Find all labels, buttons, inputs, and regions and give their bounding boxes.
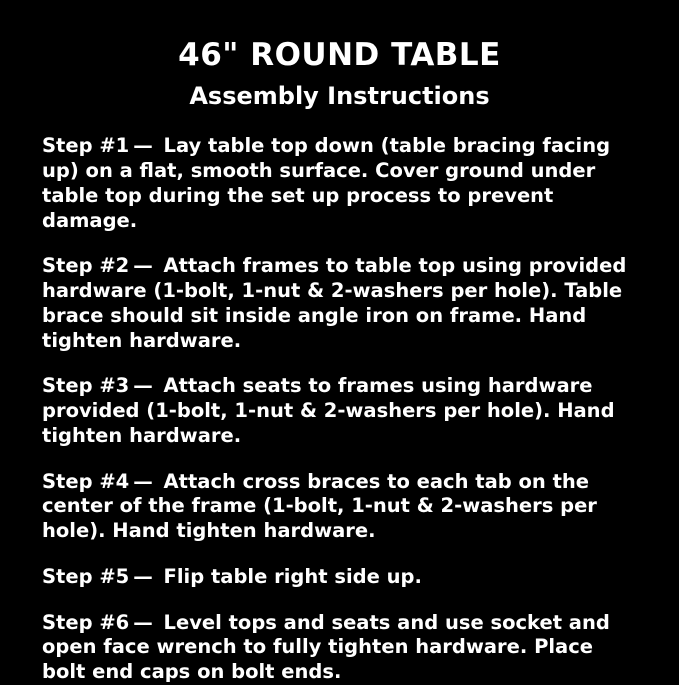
- step-text: Flip table right side up.: [163, 564, 422, 588]
- step-text: Lay table top down (table bracing facing up) on a flat, smooth surface. Cover ground under table top during the set up process to prevent damage.: [42, 134, 611, 232]
- step-label: Step #5: [42, 564, 130, 588]
- step-text: Attach seats to frames using hardware provided (1-bolt, 1-nut & 2-washers per hole). Hand tighten hardware.: [42, 374, 615, 447]
- step-label: Step #3: [42, 374, 130, 398]
- list-item: [42, 254, 637, 353]
- page-title: 46" ROUND TABLE: [178, 37, 501, 73]
- step-dash: —: [133, 254, 153, 278]
- steps-list: [42, 134, 637, 685]
- step-text: Attach frames to table top using provided hardware (1-bolt, 1-nut & 2-washers per hole). Table brace should sit inside angle iron on frame. Hand tighten hardware.: [42, 254, 627, 352]
- list-item: [42, 565, 637, 590]
- step-dash: —: [133, 610, 153, 634]
- step-text: Level tops and seats and use socket and open face wrench to fully tighten hardware. Place bolt end caps on bolt ends.: [42, 610, 610, 684]
- step-label: Step #6: [42, 610, 130, 634]
- page-subtitle: Assembly Instructions: [189, 81, 490, 110]
- list-item: [42, 470, 637, 544]
- step-text: Attach cross braces to each tab on the center of the frame (1-bolt, 1-nut & 2-washers per hole). Hand tighten hardware.: [42, 469, 597, 543]
- list-item: [42, 374, 637, 448]
- list-item: [42, 134, 637, 233]
- step-label: Step #2: [42, 254, 130, 278]
- step-label: Step #4: [42, 469, 130, 493]
- step-dash: —: [133, 564, 153, 588]
- step-label: Step #1: [42, 134, 130, 158]
- step-dash: —: [133, 374, 153, 398]
- list-item: [42, 611, 637, 685]
- step-dash: —: [133, 469, 153, 493]
- step-dash: —: [133, 134, 153, 158]
